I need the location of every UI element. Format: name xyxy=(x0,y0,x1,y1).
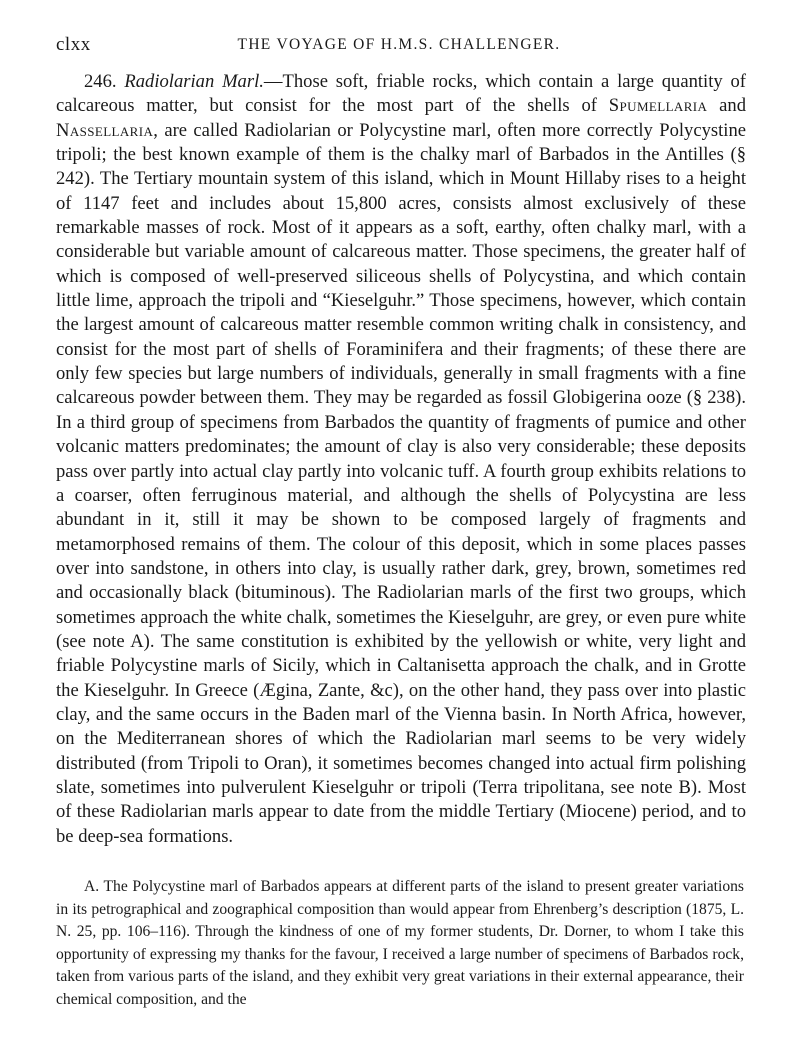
term-spumellaria: Spumellaria xyxy=(608,95,708,117)
section-paragraph xyxy=(56,70,746,849)
body-text-2: and xyxy=(707,95,746,117)
section-number: 246. xyxy=(84,71,117,92)
page-number: clxx xyxy=(56,34,91,55)
page-header xyxy=(56,34,742,58)
body-text-1: Those soft, friable rocks, which contain a large quantity of calcareous matter, but consist for the most part of the shells of xyxy=(56,71,746,117)
running-title: THE VOYAGE OF H.M.S. CHALLENGER. xyxy=(237,36,561,53)
title-dash: — xyxy=(263,71,283,92)
section-title: Radiolarian Marl. xyxy=(124,71,264,92)
term-nassellaria: Nassellaria xyxy=(56,119,154,141)
footnote-a: A. The Polycystine marl of Barbados appears at different parts of the island to present greater variations in its petrographical and zoographical composition than would appear from Ehrenberg’s description (1875, L. N. 25, pp. 106–116). Through the kindness of one of my former students, Dr. Dorner, to whom I take this opportunity of expressing my thanks for the favour, I received a large number of specimens of Barbados rock, taken from various parts of the island, and they exhibit very great variations in their external appearance, their chemical composition, and the xyxy=(56,878,744,1008)
body-text-3: , are called Radiolarian or Polycystine marl, often more correctly Polycystine tripoli; the best known example of them is the chalky marl of Barbados in the Antilles (§ 242). The Tertiary mountain system of this island, which in Mount Hillaby rises to a height of 1147 feet and includes about 15,800 acres, consists almost exclusively of these remarkable masses of rock. Most of it appears as a soft, earthy, often chalky marl, with a considerable but variable amount of calcareous matter. Those specimens, the greater half of which is composed of well-preserved siliceous shells of Polycystina, and which contain little lime, approach the tripoli and “Kieselguhr.” Those specimens, however, which contain the largest amount of calcareous matter resemble common writing chalk in consistency, and consist for the most part of shells of Foraminifera and their fragments; of these there are only few species but large numbers of individuals, generally in small fragments with a fine calcareous powder between them. They may be regarded as fossil Globigerina ooze (§ 238). In a third group of specimens from Barbados the quantity of fragments of pumice and other volcanic matters predominates; the amount of clay is also very considerable; these deposits pass over partly into actual clay partly into volcanic tuff. A fourth group exhibits relations to a coarser, often ferruginous material, and although the shells of Polycystina are less abundant in it, still it may be shown to be composed largely of fragments and metamorphosed remains of them. The colour of this deposit, which in some places passes over into sandstone, in others into clay, is usually rather dark, grey, brown, sometimes red and occasionally black (bituminous). The Radiolarian marls of the first two groups, which sometimes approach the white chalk, sometimes the Kieselguhr, are grey, or even pure white (see note A). The same constitution is exhibited by the yellowish or white, very light and friable Polycystine marls of Sicily, which in Caltanisetta approach the chalk, and in Grotte the Kieselguhr. In Greece (Ægina, Zante, &c), on the other hand, they pass over into plastic clay, and the same occurs in the Baden marl of the Vienna basin. In North Africa, however, on the Mediterranean shores of which the Radiolarian marl seems to be very widely distributed (from Tripoli to Oran), it sometimes becomes changed into actual firm polishing slate, sometimes into pulverulent Kieselguhr or tripoli (Terra tripolitana, see note B). Most of these Radiolarian marls appear to date from the middle Tertiary (Miocene) period, and to be deep-sea formations. xyxy=(56,119,746,847)
